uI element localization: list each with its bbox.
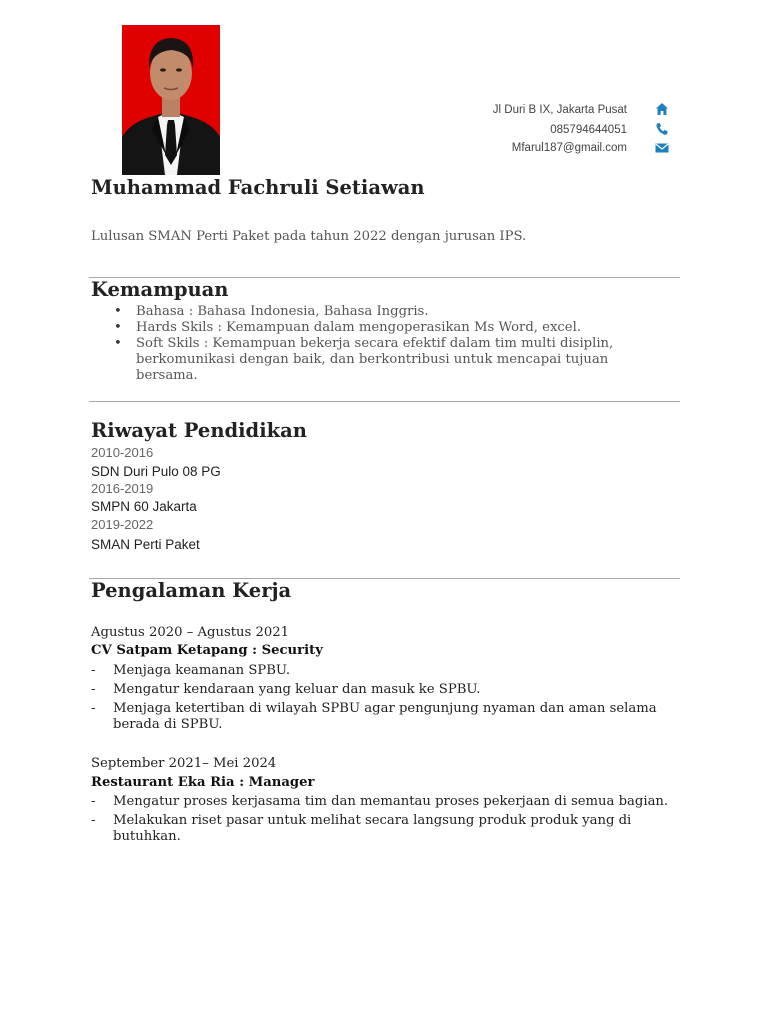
profile-photo (122, 25, 220, 175)
skill-item: • Soft Skils : Kemampuan bekerja secara efektif dalam tim multi disiplin, berkomunikasi dengan baik, dan berkontribusi untuk mencapai tujuan bersama. (114, 336, 614, 383)
job-period: September 2021– Mei 2024 (91, 756, 277, 771)
contact-phone[interactable]: 085794644051 (550, 124, 627, 136)
experience-heading: Pengalaman Kerja (91, 579, 292, 602)
job-role: Restaurant Eka Ria : Manager (91, 775, 315, 790)
summary-text: Lulusan SMAN Perti Paket pada tahun 2022 dengan jurusan IPS. (91, 229, 527, 244)
job-duty: - Menjaga keamanan SPBU. (91, 663, 291, 678)
section-divider (89, 401, 680, 402)
education-years: 2010-2016 (91, 445, 154, 460)
skill-item: • Hards Skils : Kemampuan dalam mengoperasikan Ms Word, excel. (114, 320, 582, 335)
job-duty: - Mengatur proses kerjasama tim dan memantau proses pekerjaan di semua bagian. (91, 794, 669, 809)
education-school: SMAN Perti Paket (91, 537, 200, 552)
phone-icon (654, 121, 670, 135)
job-period: Agustus 2020 – Agustus 2021 (91, 625, 290, 640)
mail-icon (654, 140, 670, 154)
education-years: 2019-2022 (91, 517, 154, 532)
contact-address: Jl Duri B IX, Jakarta Pusat (492, 104, 627, 116)
education-school: SDN Duri Pulo 08 PG (91, 464, 221, 479)
education-school: SMPN 60 Jakarta (91, 499, 197, 514)
contact-email[interactable]: Mfarul187@gmail.com (511, 142, 627, 154)
job-duty: - Menjaga ketertiban di wilayah SPBU agar pengunjung nyaman dan aman selama berada di SPBU. (91, 701, 657, 732)
job-duty: - Melakukan riset pasar untuk melihat secara langsung produk produk yang di butuhkan. (91, 813, 632, 844)
job-duty: - Mengatur kendaraan yang keluar dan masuk ke SPBU. (91, 682, 481, 697)
skill-item: • Bahasa : Bahasa Indonesia, Bahasa Inggris. (114, 304, 429, 319)
job-role: CV Satpam Ketapang : Security (91, 643, 323, 658)
skills-heading: Kemampuan (91, 278, 229, 301)
candidate-name: Muhammad Fachruli Setiawan (91, 176, 425, 199)
education-years: 2016-2019 (91, 481, 154, 496)
home-icon (654, 101, 670, 115)
education-heading: Riwayat Pendidikan (91, 419, 307, 442)
skills-list (91, 304, 631, 384)
